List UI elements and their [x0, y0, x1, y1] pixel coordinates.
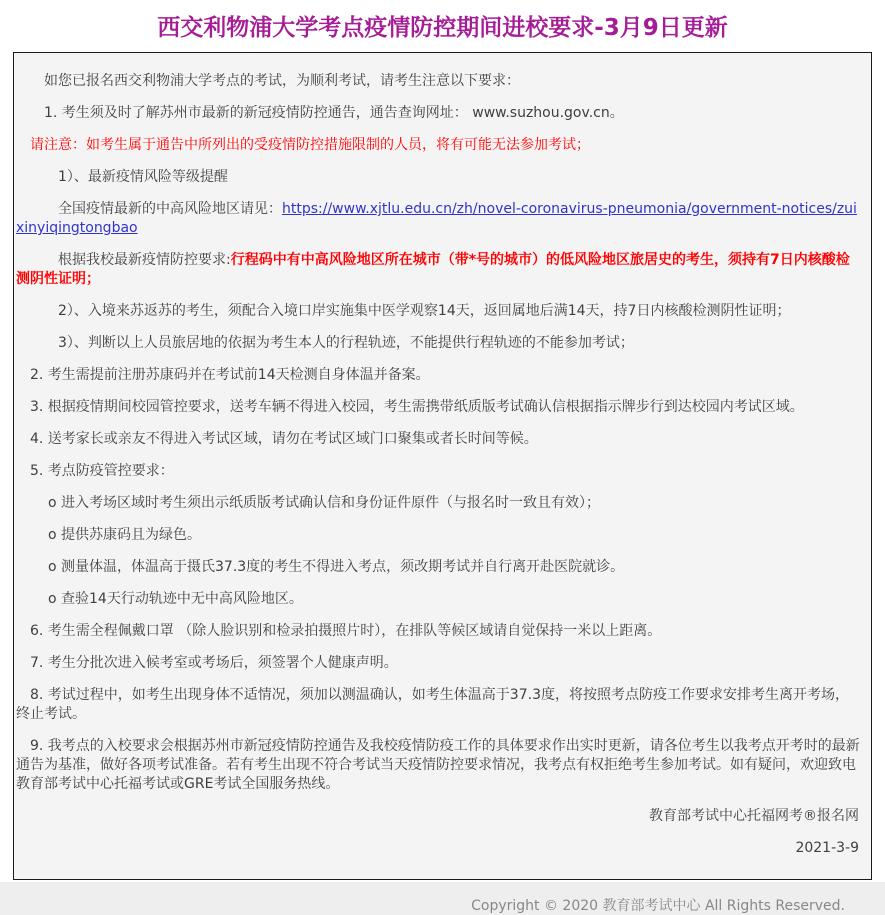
paragraph-text: 7. 考生分批次进入候考室或考场后，须签署个人健康声明。: [30, 655, 398, 671]
footer-strip: [0, 882, 885, 915]
paragraph-text: 8. 考试过程中，如考生出现身体不适情况，须加以测温确认，如考生体温高于37.3度，将按照考点防疫工作要求安排考生离开考场，终止考试。: [16, 687, 849, 722]
paragraph-sub-item-2: [16, 302, 861, 321]
paragraph-bullet-1: [16, 494, 861, 513]
paragraph-text: 行程码中有中高风险地区所在城市（带*号的城市）的低风险地区旅居史的考生，须持有7日内核酸检测阴性证明；: [16, 252, 850, 287]
risk-area-link[interactable]: https://www.xjtlu.edu.cn/zh/novel-coronavirus-pneumonia/government-notices/zuixinyiqingtongbao: [16, 201, 857, 236]
paragraph-text: 3）、判断以上人员旅居地的依据为考生本人的行程轨迹，不能提供行程轨迹的不能参加考试；: [58, 335, 634, 351]
paragraph-bullet-2: [16, 526, 861, 545]
paragraph-text: 请注意：如考生属于通告中所列出的受疫情防控措施限制的人员，将有可能无法参加考试；: [30, 137, 590, 153]
paragraph-text: 如您已报名西交利物浦大学考点的考试，为顺利考试，请考生注意以下要求：: [44, 73, 520, 89]
notice-content-box: [13, 52, 872, 880]
paragraph-item-2: [16, 366, 861, 385]
paragraph-text: 根据我校最新疫情防控要求:: [58, 252, 231, 268]
paragraph-text: 1）、最新疫情风险等级提醒: [58, 169, 228, 185]
paragraph-bullet-4: [16, 590, 861, 609]
paragraph-notice-warning: [16, 136, 861, 155]
paragraph-risk-link-paragraph: [16, 200, 861, 238]
paragraph-signature-line: [16, 807, 861, 826]
paragraph-text: 6. 考生需全程佩戴口罩 （除人脸识别和检录拍摄照片时），在排队等候区域请自觉保持一米以上距离。: [30, 623, 662, 639]
paragraph-intro: [16, 72, 861, 91]
paragraph-item-5: [16, 462, 861, 481]
paragraph-text: 2. 考生需提前注册苏康码并在考试前14天检测自身体温并备案。: [30, 367, 430, 383]
paragraph-text: 5. 考点防疫管控要求：: [30, 463, 174, 479]
paragraph-bullet-3: [16, 558, 861, 577]
paragraph-text: o 提供苏康码且为绿色。: [48, 527, 202, 543]
paragraph-item-8: [16, 686, 861, 724]
paragraph-text: o 查验14天行动轨迹中无中高风险地区。: [48, 591, 303, 607]
paragraph-item-7: [16, 654, 861, 673]
paragraph-text: o 测量体温，体温高于摄氏37.3度的考生不得进入考点，须改期考试并自行离开赴医院就诊。: [48, 559, 625, 575]
paragraph-text: 教育部考试中心托福网考®报名网: [649, 808, 859, 824]
paragraph-text: 4. 送考家长或亲友不得进入考试区域，请勿在考试区域门口聚集或者长时间等候。: [30, 431, 538, 447]
paragraph-text: 9. 我考点的入校要求会根据苏州市新冠疫情防控通告及我校疫情防疫工作的具体要求作出实时更新，请各位考生以我考点开考时的最新通告为基准，做好各项考试准备。若有考生出现不符合考试当天疫情防控要求情况，我考点有权拒绝考生参加考试。如有疑问，欢迎致电教育部考试中心托福考试或GRE考试全国服务热线。: [16, 738, 860, 792]
paragraph-item-3: [16, 398, 861, 417]
paragraph-item-1: [16, 104, 861, 123]
paragraph-item-6: [16, 622, 861, 641]
paragraph-text: 全国疫情最新的中高风险地区请见：: [58, 201, 282, 217]
paragraph-item-9: [16, 737, 861, 794]
copyright-text: Copyright © 2020 教育部考试中心 All Rights Reserved.: [471, 898, 845, 914]
paragraph-text: o 进入考场区域时考生须出示纸质版考试确认信和身份证件原件（与报名时一致且有效）；: [48, 495, 601, 511]
paragraph-text: 2021-3-9: [795, 840, 859, 856]
paragraph-sub-item-1: [16, 168, 861, 187]
paragraph-text: 2）、入境来苏返苏的考生，须配合入境口岸实施集中医学观察14天，返回属地后满14天，持7日内核酸检测阴性证明；: [58, 303, 791, 319]
paragraph-date-line: [16, 839, 861, 858]
paragraph-school-requirement: [16, 251, 861, 289]
paragraph-text: 3. 根据疫情期间校园管控要求，送考车辆不得进入校园，考生需携带纸质版考试确认信根据指示牌步行到达校园内考试区域。: [30, 399, 804, 415]
paragraph-text: 1. 考生须及时了解苏州市最新的新冠疫情防控通告，通告查询网址： www.suzhou.gov.cn。: [44, 105, 624, 121]
page-title: 西交利物浦大学考点疫情防控期间进校要求-3月9日更新: [157, 15, 728, 41]
paragraph-sub-item-3: [16, 334, 861, 353]
paragraph-item-4: [16, 430, 861, 449]
